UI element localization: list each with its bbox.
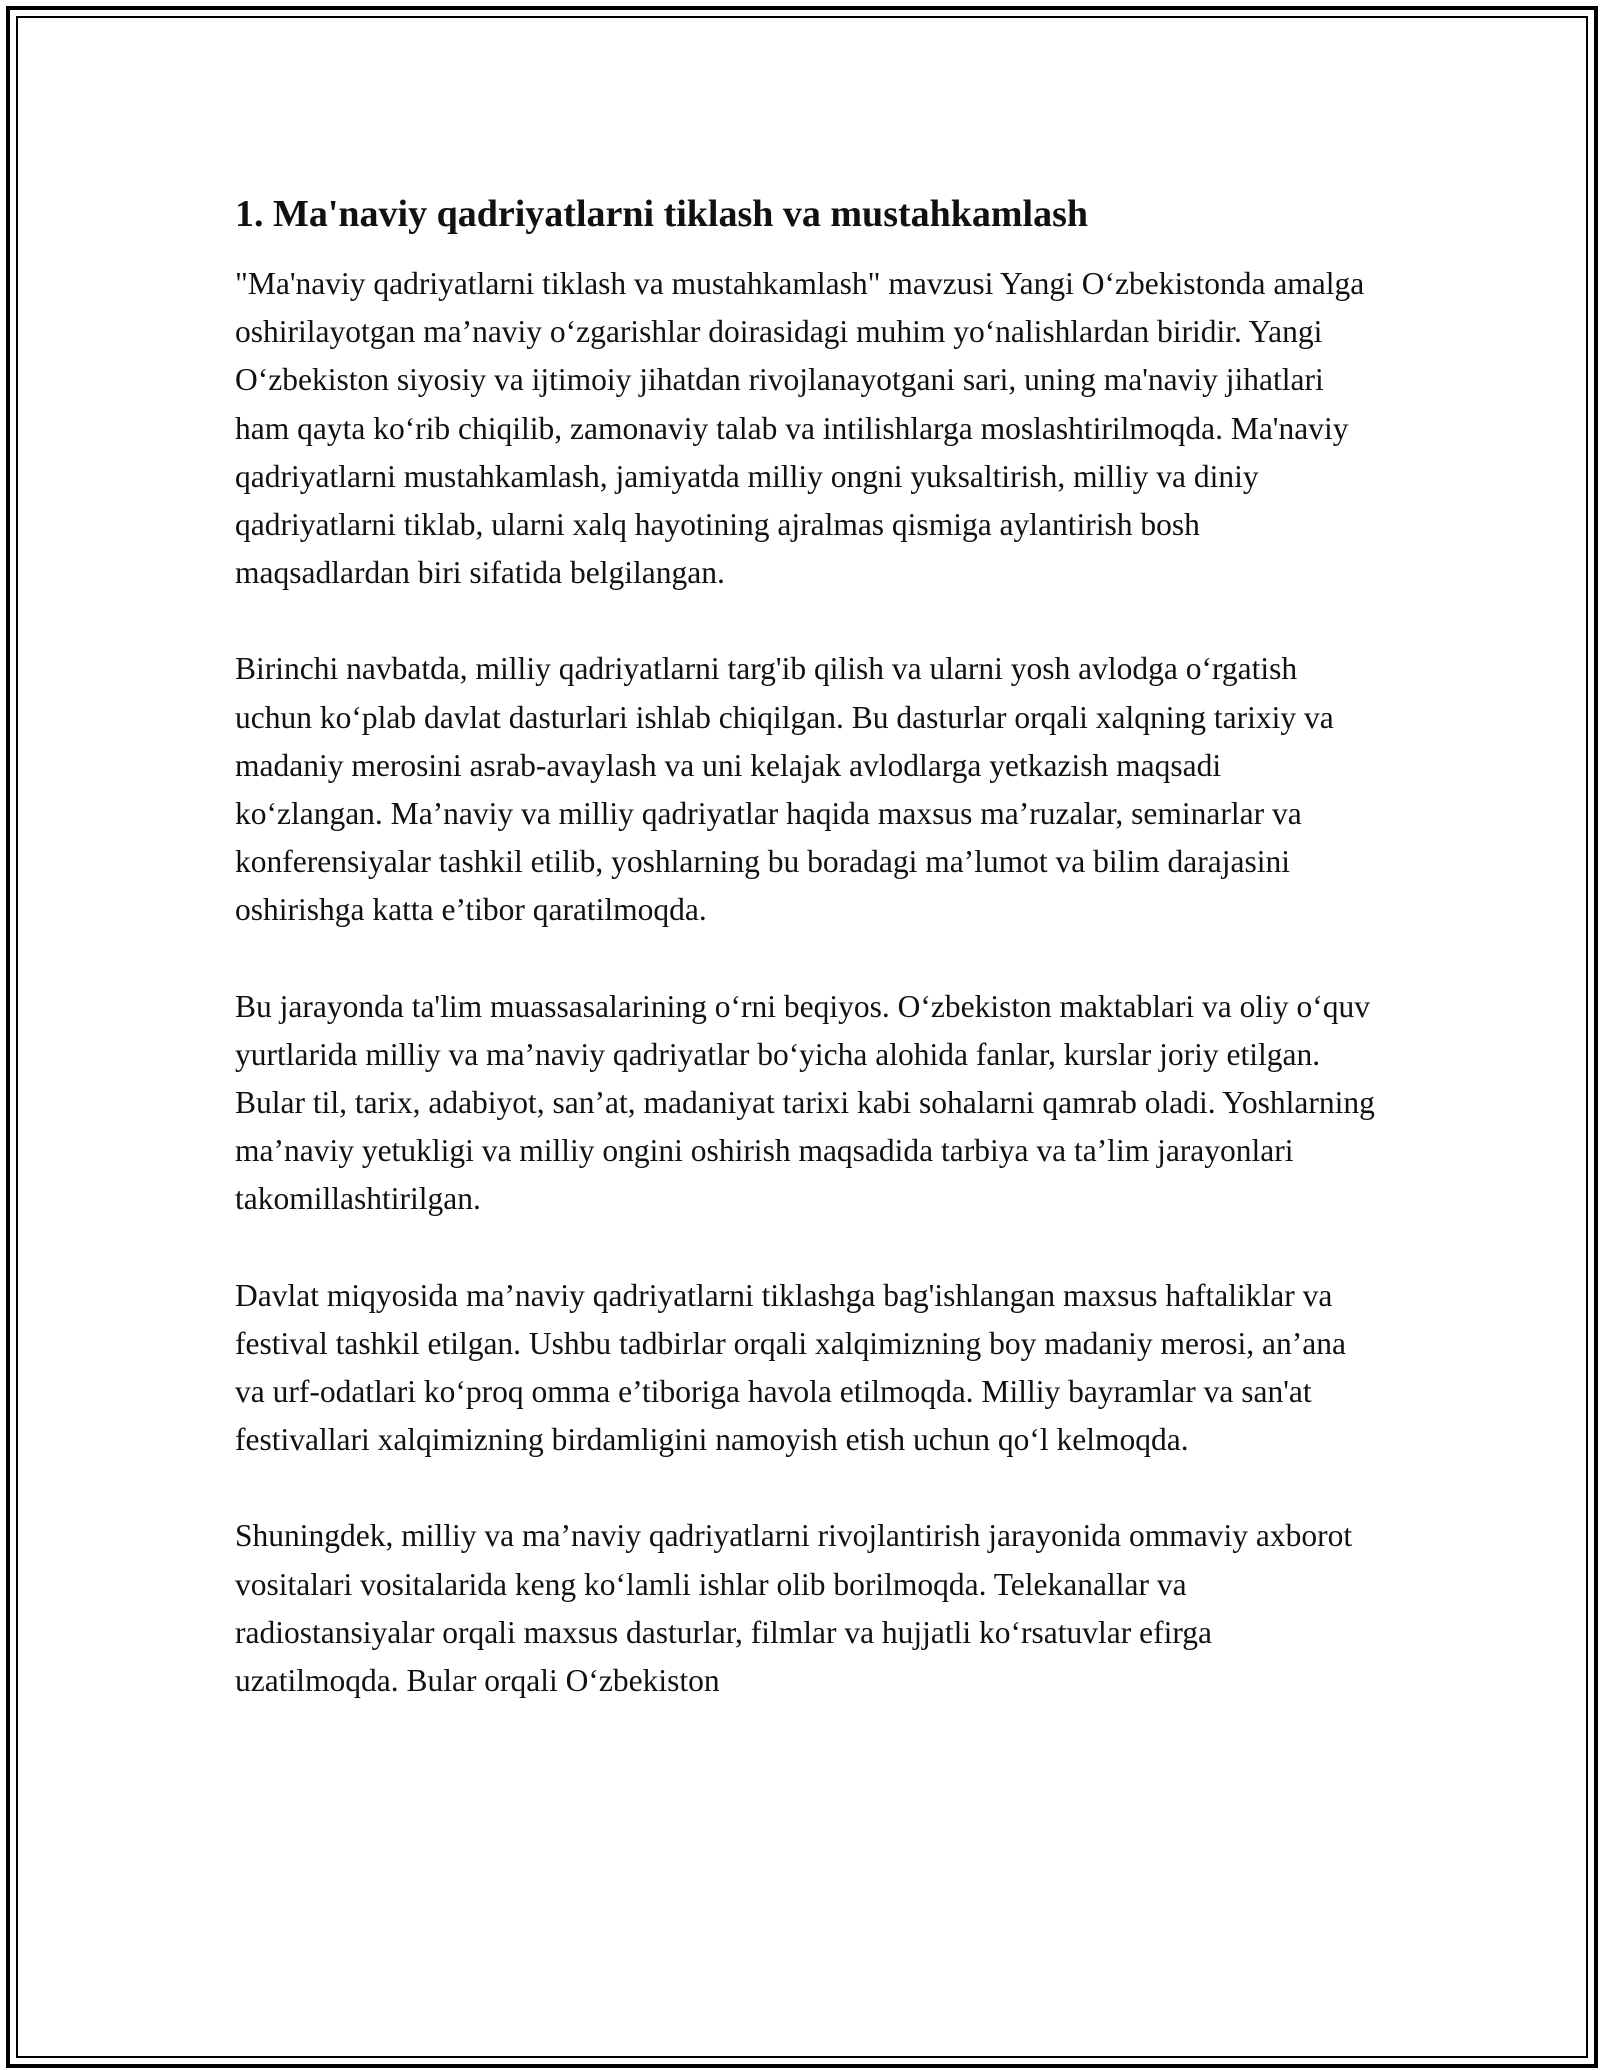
paragraph-2: Birinchi navbatda, milliy qadriyatlarni targ'ib qilish va ularni yosh avlodga o‘rgatish uchun ko‘plab davlat dasturlari ishlab chiqilgan. Bu dasturlar orqali xalqning tarixiy va madaniy merosini asrab-avaylash va uni kelajak avlodlarga yetkazish maqsadi ko‘zlangan. Ma’naviy va milliy qadriyatlar haqida maxsus ma’ruzalar, seminarlar va konferensiyalar tashkil etilib, yoshlarning bu boradagi ma’lumot va bilim darajasini oshirishga katta e’tibor qaratilmoqda. <box>235 651 1334 928</box>
paragraph-1: "Ma'naviy qadriyatlarni tiklash va mustahkamlash" mavzusi Yangi O‘zbekistonda amalga oshirilayotgan ma’naviy o‘zgarishlar doirasidagi muhim yo‘nalishlardan biridir. Yangi O‘zbekiston siyosiy va ijtimoiy jihatdan rivojlanayotgani sari, uning ma'naviy jihatlari ham qayta ko‘rib chiqilib, zamonaviy talab va intilishlarga moslashtirilmoqda. Ma'naviy qadriyatlarni mustahkamlash, jamiyatda milliy ongni yuksaltirish, milliy va diniy qadriyatlarni tiklab, ularni xalq hayotining ajralmas qismiga aylantirish bosh maqsadlardan biri sifatida belgilangan. <box>235 266 1365 591</box>
document-body <box>235 188 1375 1753</box>
section-heading: 1. Ma'naviy qadriyatlarni tiklash va mustahkamlash <box>235 193 1089 235</box>
paragraph-5: Shuningdek, milliy va ma’naviy qadriyatlarni rivojlantirish jarayonida ommaviy axborot vositalari vositalarida keng ko‘lamli ishlar olib borilmoqda. Telekanallar va radiostansiyalar orqali maxsus dasturlar, filmlar va hujjatli ko‘rsatuvlar efirga uzatilmoqda. Bular orqali O‘zbekiston <box>235 1518 1353 1699</box>
paragraph-4: Davlat miqyosida ma’naviy qadriyatlarni tiklashga bag'ishlangan maxsus haftaliklar va festival tashkil etilgan. Ushbu tadbirlar orqali xalqimizning boy madaniy merosi, an’ana va urf-odatlari ko‘proq omma e’tiboriga havola etilmoqda. Milliy bayramlar va san'at festivallari xalqimizning birdamligini namoyish etish uchun qo‘l kelmoqda. <box>235 1277 1346 1458</box>
paragraph-3: Bu jarayonda ta'lim muassasalarining o‘rni beqiyos. O‘zbekiston maktablari va oliy o‘quv yurtlarida milliy va ma’naviy qadriyatlar bo‘yicha alohida fanlar, kurslar joriy etilgan. Bular til, tarix, adabiyot, san’at, madaniyat tarixi kabi sohalarni qamrab oladi. Yoshlarning ma’naviy yetukligi va milliy ongini oshirish maqsadida tarbiya va ta’lim jarayonlari takomillashtirilgan. <box>235 988 1375 1217</box>
